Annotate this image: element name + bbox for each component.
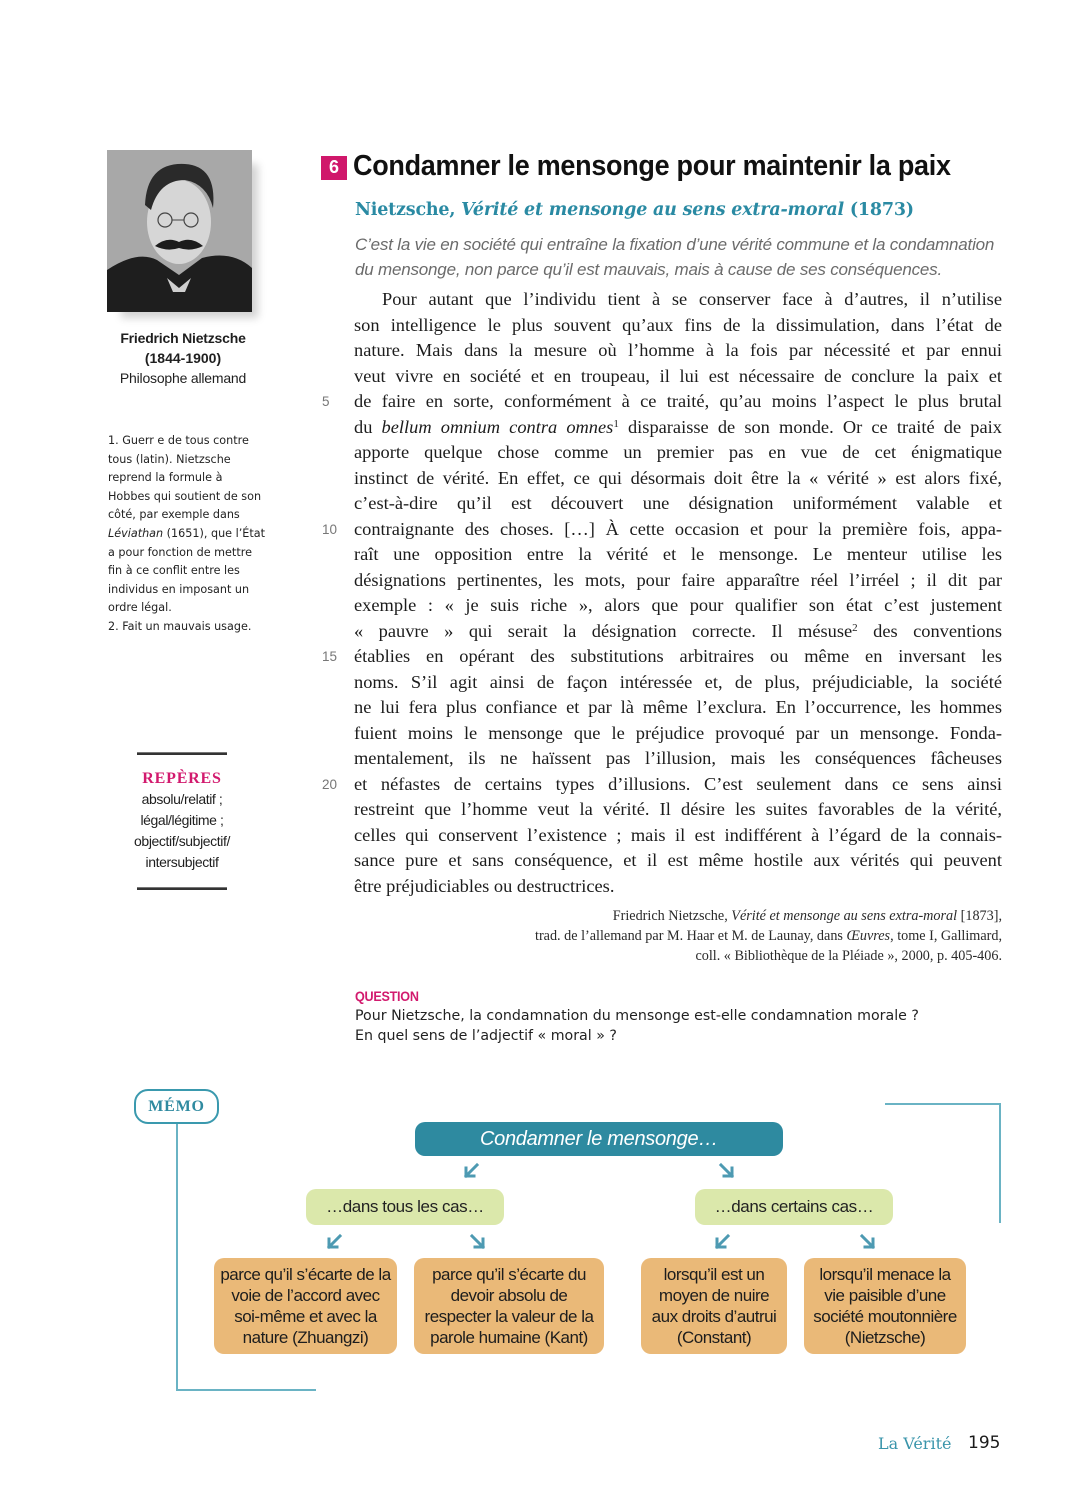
source-reference: Nietzsche, Vérité et mensonge au sens extra-moral (1873) — [355, 200, 914, 220]
line-number: 5 — [322, 394, 330, 409]
text-line: fuient moins le mensonge que le préjudice provoqué par un mensonge. Fonda- — [354, 722, 1002, 743]
text-line: nature. Mais dans la mesure où l’homme à la fois par nécessité et par ennui — [354, 340, 1002, 360]
memo-frame-line — [999, 1103, 1001, 1223]
arrow-down-left-icon — [325, 1233, 343, 1251]
memo-frame-line — [176, 1389, 316, 1391]
text-line: noms. S’il agit ainsi de façon intéressée et, de plus, préjudiciable, la société — [354, 671, 1002, 692]
excerpt-text — [322, 287, 1002, 899]
footnote-ref: 2 — [852, 621, 858, 634]
footnotes — [108, 432, 268, 637]
portrait-caption — [108, 328, 258, 388]
text-line: exemple : « je suis riche », alors que pour qualifier son état c’est justement — [354, 595, 1002, 615]
text-line: 10 contraignante des choses. […] À cette occasion et pour la première fois, appa- — [354, 517, 1002, 543]
memo-leaf-constant: lorsqu’il est un moyen de nuire aux droits d’autrui (Constant) — [641, 1258, 787, 1354]
memo-frame-line — [885, 1103, 1001, 1105]
memo-leaf-nietzsche: lorsqu’il menace la vie paisible d’une société moutonnière (Nietzsche) — [804, 1258, 966, 1354]
running-head: La Vérité — [878, 1434, 952, 1453]
text-line: apporte quelque chose comme un premier pas en vue de cet énigmatique — [354, 442, 1002, 462]
citation: Friedrich Nietzsche, Vérité et mensonge au sens extra-moral [1873], trad. de l’allemand par M. Haar et M. de Launay, dans Œuvres, tome I, Gallimard, coll. « Bibliothèque de la Pléiade », 2000, p. 405-406. — [535, 908, 1002, 964]
text-line: ne lui fera plus confiance et par là même l’exclura. En l’occurrence, les hommes — [354, 697, 1002, 717]
page-number: 195 — [968, 1433, 1001, 1453]
text-line: être préjudiciables ou destructrices. — [354, 875, 615, 896]
text-line: désignations pertinentes, les mots, pour faire apparaître réel l’irréel ; il dit par — [354, 569, 1002, 590]
text-line: « pauvre » qui serait la désignation correcte. Il mésuse$^2$ des conventions — [354, 620, 1002, 641]
text-line: veut vivre en société et en troupeau, il lui est nécessaire de conclure la paix et — [354, 365, 1002, 386]
reperes-heading: REPÈRES — [142, 770, 222, 787]
question-text: Pour Nietzsche, la condamnation du mensonge est-elle condamnation morale ? — [355, 1008, 919, 1024]
text-line: Pour autant que l’individu tient à se conserver face à d’autres, il n’utilise — [382, 289, 1002, 309]
document-number-badge: 6 — [321, 156, 347, 180]
footnote-2: 2. Fait un mauvais usage. — [108, 619, 252, 633]
arrow-down-left-icon — [713, 1233, 731, 1251]
reperes-term: objectif/subjectif/ — [134, 833, 230, 849]
memo-leaf-kant: parce qu’il s’écarte du devoir absolu de respecter la valeur de la parole humaine (Kant) — [414, 1258, 604, 1354]
text-line: du bellum omnium contra omnes$^1$ disparaisse de son monde. Or ce traité de paix — [354, 416, 1002, 437]
memo-badge: MÉMO — [134, 1089, 219, 1124]
text-line: c’est-à-dire qu’il est découvert une désignation uniformément valable et — [354, 493, 1002, 513]
nietzsche-portrait-icon — [107, 150, 252, 312]
memo-branch-some-cases: …dans certains cas… — [695, 1189, 893, 1225]
reperes-box — [134, 752, 230, 890]
arrow-down-right-icon — [718, 1162, 736, 1180]
reperes-term: légal/légitime ; — [140, 812, 224, 828]
text-line: 15 établies en opérant des substitutions arbitraires ou même en inversant les — [354, 644, 1002, 670]
footnote-ref: 1 — [613, 417, 619, 430]
text-line: raît une opposition entre la vérité et le mensonge. Le menteur utilise les — [354, 544, 1002, 564]
portrait-image — [107, 150, 252, 312]
memo-leaf-zhuangzi: parce qu’il s’écarte de la voie de l’accord avec soi-même et avec la nature (Zhuangzi) — [214, 1258, 397, 1354]
memo-frame-line — [176, 1124, 178, 1391]
line-number: 10 — [322, 521, 338, 537]
line-number: 20 — [322, 776, 338, 792]
text-line: 5 de faire en sorte, conformément à ce traité, qu’au moins l’aspect le plus brutal — [354, 389, 1002, 415]
question-block — [355, 988, 995, 1046]
text-line: mentalement, ils ne haïssent pas l’illusion, mais les conséquences fâcheuses — [354, 748, 1002, 768]
footnote-1: 1. Guerr e de tous contre tous (latin). Nietzsche reprend la formule à Hobbes qui soutient de son côté, par exemple dans Léviathan (1651), que l’État a pour fonction de mettre fin à ce conflit entre les individus en imposant un ordre légal. — [108, 434, 265, 615]
question-label: QUESTION — [355, 988, 419, 1004]
arrow-down-right-icon — [859, 1233, 877, 1251]
text-line: 20 et néfastes de certains types d’illusions. C’est seulement dans ce sens ainsi — [354, 772, 1002, 798]
document-intro: C’est la vie en société qui entraîne la fixation d’une vérité commune et la condamnation du mensonge, non parce qu’il est mauvais, mais à cause de ses conséquences. — [355, 235, 995, 279]
text-line: restreint que l’homme veut la vérité. Il désire les suites favorables de la vérité, — [354, 799, 1002, 819]
reperes-term: intersubjectif — [145, 854, 219, 870]
memo-root-node: Condamner le mensonge… — [415, 1122, 783, 1156]
question-text: En quel sens de l’adjectif « moral » ? — [355, 1028, 617, 1044]
author-role: Philosophe allemand — [119, 370, 247, 386]
document-title: Condamner le mensonge pour maintenir la paix — [353, 150, 951, 182]
memo-branch-all-cases: …dans tous les cas… — [306, 1189, 504, 1225]
divider — [137, 887, 227, 890]
arrow-down-right-icon — [469, 1233, 487, 1251]
text-line: instinct de vérité. En effet, ce qui désormais doit être la « vérité » est alors fixé, — [354, 467, 1002, 488]
arrow-down-left-icon — [462, 1162, 480, 1180]
text-line: sance pure et sans conséquence, et il est même hostile aux vérités qui peuvent — [354, 850, 1002, 870]
document-header — [321, 150, 996, 183]
divider — [137, 752, 227, 755]
author-name: Friedrich Nietzsche — [120, 330, 246, 346]
text-line: celles qui conservent l’existence ; mais il est indifférent à l’égard de la connais- — [354, 824, 1002, 845]
author-dates: (1844-1900) — [144, 350, 222, 366]
reperes-term: absolu/relatif ; — [141, 791, 223, 807]
line-number: 15 — [322, 649, 338, 664]
text-line: son intelligence le plus souvent qu’aux fins de la dissimulation, dans l’état de — [354, 314, 1002, 335]
